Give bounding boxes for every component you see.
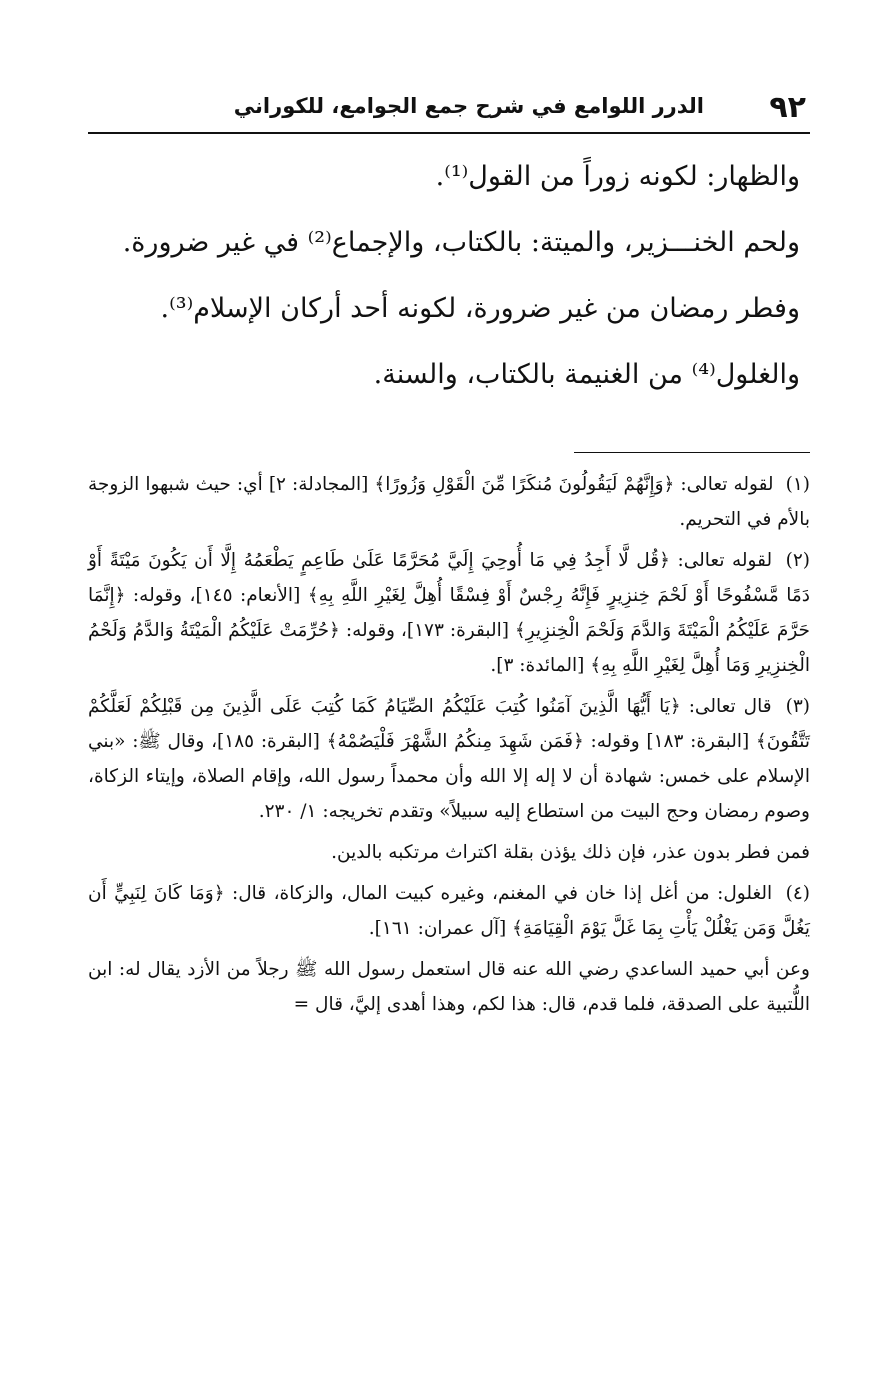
footnote-3-note: فمن فطر بدون عذر، فإن ذلك يؤذن بقلة اكتراث مرتكبه بالدين. [331,842,810,863]
footnote-marker: (٤) [785,883,810,904]
page-number: ٩٢ [769,90,806,125]
footnote-text: قال تعالى: ﴿يَا أَيُّهَا الَّذِينَ آمَنُوا كُتِبَ عَلَيْكُمُ الصِّيَامُ كَمَا كُتِبَ عَلَى الَّذِينَ مِن قَبْلِكُمْ لَعَلَّكُمْ تَتَّقُونَ﴾ [البقرة: ١٨٣] وقوله: ﴿فَمَن شَهِدَ مِنكُمُ الشَّهْرَ فَلْيَصُمْهُ﴾ [البقرة: ١٨٥]، وقال ﷺ: «بني الإسلام على خمس: شهادة أن لا إله إلا الله وأن محمداً رسول الله، وإقام الصلاة، وإيتاء الزكاة، وصوم رمضان وحج البيت من استطاع إليه سبيلاً» وتقدم تخريجه: ١/ ٢٣٠. [88,696,810,822]
footnote-text: لقوله تعالى: ﴿وَإِنَّهُمْ لَيَقُولُونَ مُنكَرًا مِّنَ الْقَوْلِ وَزُورًا﴾ [المجادلة: ٢] أي: حيث شبهوا الزوجة بالأم في التحريم. [88,474,810,530]
main-text [88,144,810,408]
footnote-marker: (٢) [785,550,810,571]
main-line-3: وفطر رمضان من غير ضرورة، لكونه أحد أركان الإسلام⁽³⁾. [160,293,800,324]
footnote-1 [88,467,810,537]
footnote-text: لقوله تعالى: ﴿قُل لَّا أَجِدُ فِي مَا أُوحِيَ إِلَيَّ مُحَرَّمًا عَلَىٰ طَاعِمٍ يَطْعَمُهُ إِلَّا أَن يَكُونَ مَيْتَةً أَوْ دَمًا مَّسْفُوحًا أَوْ لَحْمَ خِنزِيرٍ فَإِنَّهُ رِجْسٌ أَوْ فِسْقًا أُهِلَّ لِغَيْرِ اللَّهِ بِهِ﴾ [الأنعام: ١٤٥]، وقوله: ﴿إِنَّمَا حَرَّمَ عَلَيْكُمُ الْمَيْتَةَ وَالدَّمَ وَلَحْمَ الْخِنزِيرِ﴾ [البقرة: ١٧٣]، وقوله: ﴿حُرِّمَتْ عَلَيْكُمُ الْمَيْتَةُ وَالدَّمُ وَلَحْمُ الْخِنزِيرِ وَمَا أُهِلَّ لِغَيْرِ اللَّهِ بِهِ﴾ [المائدة: ٣]. [88,550,810,676]
footnote-3 [88,689,810,829]
book-page [88,80,810,1022]
running-title: الدرر اللوامع في شرح جمع الجوامع، للكوراني [233,94,704,118]
footnote-separator [574,452,810,453]
footnotes [88,467,810,1022]
main-line-2: ولحم الخنـــزير، والميتة: بالكتاب، والإجماع⁽²⁾ في غير ضرورة. [122,227,800,258]
footnote-2 [88,543,810,683]
footnote-4 [88,876,810,946]
footnote-text: الغلول: من أغل إذا خان في المغنم، وغيره كبيت المال، والزكاة، قال: ﴿وَمَا كَانَ لِنَبِيٍّ أَن يَغُلَّ وَمَن يَغْلُلْ يَأْتِ بِمَا غَلَّ يَوْمَ الْقِيَامَةِ﴾ [آل عمران: ١٦١]. [88,883,810,939]
page-header [88,80,810,134]
footnote-marker: (٣) [785,696,810,717]
main-line-1: والظهار: لكونه زوراً من القول⁽¹⁾. [435,161,800,192]
main-line-4: والغلول⁽⁴⁾ من الغنيمة بالكتاب، والسنة. [373,359,800,390]
footnote-marker: (١) [785,474,810,495]
footnote-4-continuation: وعن أبي حميد الساعدي رضي الله عنه قال استعمل رسول الله ﷺ رجلاً من الأزد يقال له: ابن اللُّتبية على الصدقة، فلما قدم، قال: هذا لكم، وهذا أهدى إليَّ، قال = [88,959,810,1015]
